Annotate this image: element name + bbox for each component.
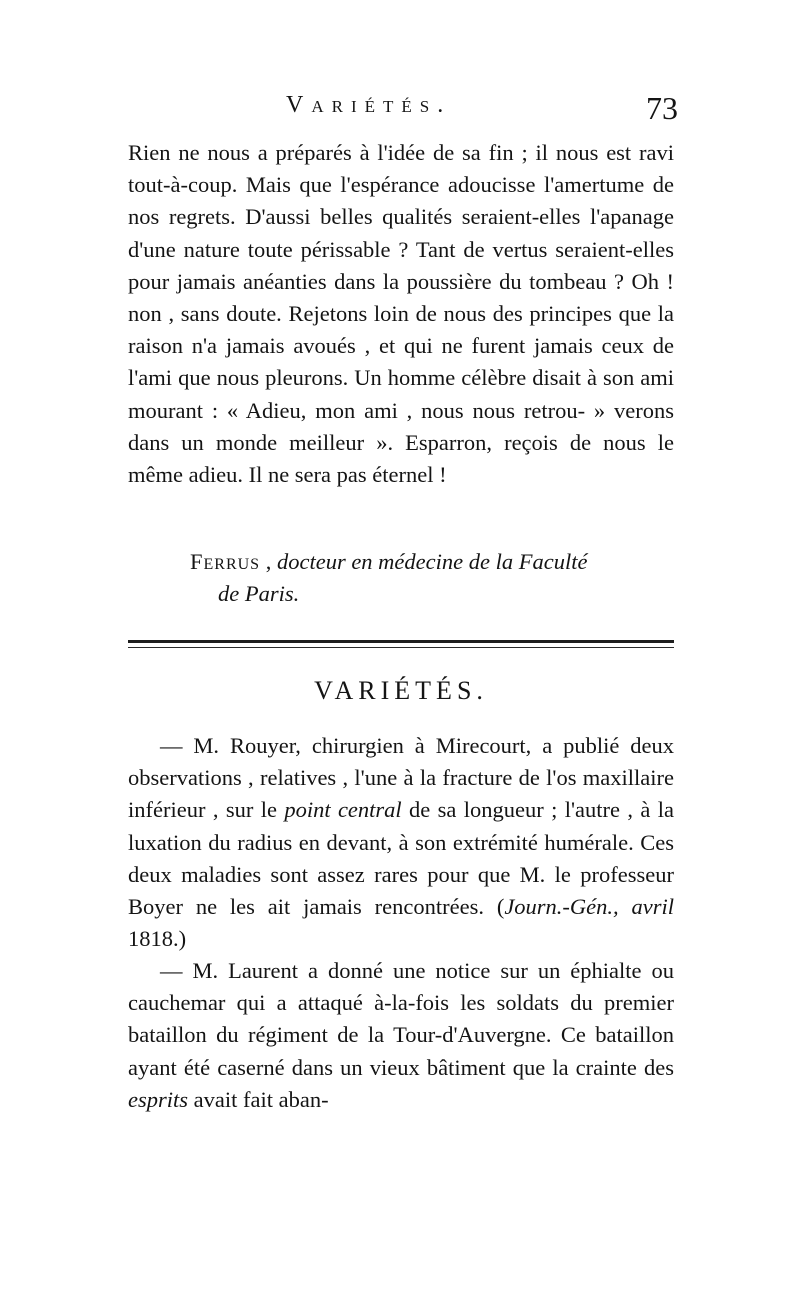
section-divider-thin [128, 647, 674, 648]
signature-title-line1: docteur en médecine de la Faculté [276, 549, 588, 574]
rouyer-text-a: — M. Rouyer, chirurgien à Mirecourt, a publié deux observations , relatives , l'une à la fracture de l'os maxillaire inférieur , sur le [128, 733, 674, 823]
rouyer-text-b: de sa longueur ; l'autre , à la luxation du radius en devant, à son extrémité humérale. Ces deux maladies sont assez rares pour que M. le professeur Boyer ne les ait jamais rencontrées. ( [128, 797, 674, 920]
running-title: Variétés. [286, 92, 452, 118]
laurent-text-a: — M. Laurent a donné une notice sur un éphialte ou cauchemar qui a attaqué à-la-fois les soldats du premier bataillon du régiment de la Tour-d'Auvergne. Ce bataillon ayant été caserné dans un vieux bâtiment que la crainte des [128, 958, 674, 1080]
section-divider-thick [128, 640, 674, 643]
rouyer-text-c: 1818.) [128, 926, 187, 952]
paragraph-rouyer-text [128, 730, 674, 955]
laurent-text-b: avait fait aban- [188, 1086, 329, 1112]
signature-title-line2: de Paris. [218, 581, 300, 607]
rouyer-italic-a: point central [284, 797, 402, 823]
signature-separator: , [260, 549, 277, 574]
page-number: 73 [646, 90, 678, 126]
section-title: VARIÉTÉS. [314, 676, 488, 705]
running-head [128, 92, 678, 132]
paragraph-eulogy-text: Rien ne nous a préparés à l'idée de sa fin ; il nous est ravi tout-à-coup. Mais que l'espérance adoucisse l'amertume de nos regrets. D'aussi belles qualités seraient-elles l'apanage d'une nature toute périssable ? Tant de vertus seraient-elles pour jamais anéanties dans la poussière du tombeau ? Oh ! non , sans doute. Rejetons loin de nous des principes que la raison n'a jamais avoués , et qui ne furent jamais ceux de l'ami que nous pleurons. Un homme célèbre disait à son ami mourant : « Adieu, mon ami , nous nous retrou- » verons dans un monde meilleur ». Esparron, reçois de nous le même adieu. Il ne sera pas éternel ! [128, 140, 674, 488]
rouyer-italic-b: Journ.-Gén., avril [504, 894, 674, 920]
laurent-italic-a: esprits [128, 1086, 189, 1112]
signature-author: Ferrus [190, 549, 261, 574]
paragraph-rouyer [128, 730, 674, 955]
paragraph-eulogy [128, 137, 674, 491]
paragraph-laurent-text [128, 955, 674, 1116]
signature [190, 546, 680, 610]
paragraph-laurent [128, 955, 674, 1116]
